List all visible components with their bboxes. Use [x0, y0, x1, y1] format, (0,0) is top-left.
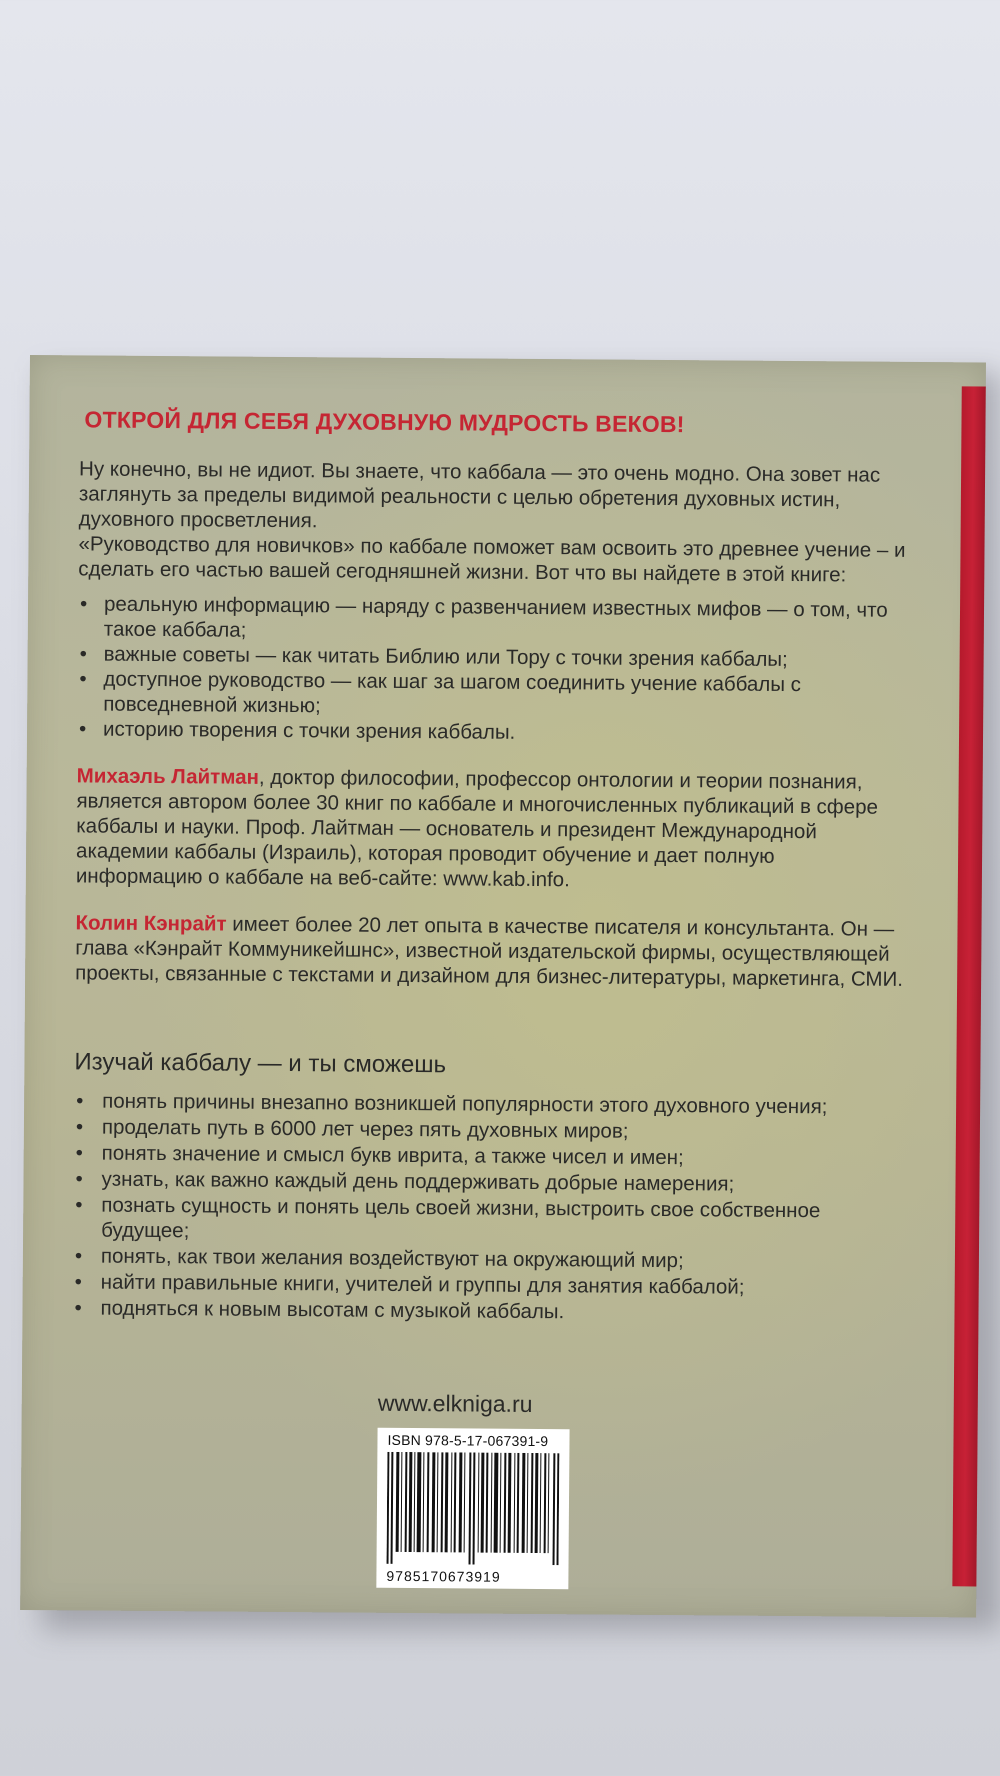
author-name-kenright: Колин Кэнрайт	[75, 911, 227, 936]
list-item: • историю творения с точки зрения каббалы.	[77, 716, 907, 748]
barcode-number: 9785170673919	[386, 1567, 501, 1585]
list-item: • понять, как твои желания воздействуют на окружающий мир;	[73, 1243, 903, 1275]
author-bio-kenright	[75, 910, 906, 992]
cover-text-block	[72, 407, 909, 1327]
list-item: • проделать путь в 6000 лет через пять духовных миров;	[74, 1114, 904, 1146]
list-item: • доступное руководство — как шаг за шагом соединить учение каббалы с повседневной жизнью;	[77, 666, 907, 723]
author-bio-text: , доктор философии, профессор онтологии и теории познания, является автором более 30 книг по каббале и многочисленных публикаций в сфере каббалы и науки. Проф. Лайтман — основатель и президент Международной академии каббалы (Израиль), которая проводит обучение и дает полную информацию о каббале на веб-сайте: www.kab.info.	[75, 765, 879, 892]
author-bio-text: имеет более 20 лет опыта в качестве писателя и консультанта. Он — глава «Кэнрайт Коммуникейшнс», известной издательской фирмы, осуществляющей проекты, связанные с текстами и дизайном для бизнес-литературы, маркетинга, СМИ.	[75, 912, 904, 991]
intro-paragraph: Ну конечно, вы не идиот. Вы знаете, что каббала — это очень модно. Она зовет нас заглянуть за пределы видимой реальности с целью обретения духовных истин, духовного просветления.	[78, 457, 881, 533]
book-contents-list	[77, 591, 908, 748]
author-bio-laitman	[76, 763, 907, 895]
intro-paragraph-2: «Руководство для новичков» по каббале поможет вам освоить это древнее учение – и сделать его частью вашей сегодняшней жизни. Вот что вы найдете в этой книге:	[78, 532, 906, 587]
publisher-website: www.elkniga.ru	[377, 1389, 533, 1417]
list-item: • познать сущность и понять цель своей жизни, выстроить свое собственное будущее;	[73, 1192, 903, 1249]
list-item: • найти правильные книги, учителей и группы для занятия каббалой;	[73, 1269, 903, 1301]
list-item: • понять причины внезапно возникшей популярности этого духовного учения;	[74, 1088, 904, 1120]
list-item: • реальную информацию — наряду с развенчанием известных мифов — о том, что такое каббала;	[78, 591, 908, 648]
benefits-list	[72, 1088, 904, 1327]
author-name-laitman: Михаэль Лайтман	[76, 764, 260, 789]
list-item: • важные советы — как читать Библию или Тору с точки зрения каббалы;	[78, 641, 908, 673]
barcode-icon	[387, 1452, 560, 1565]
barcode-label	[376, 1428, 569, 1590]
isbn-text: ISBN 978-5-17-067391-9	[387, 1431, 549, 1450]
list-item: • узнать, как важно каждый день поддерживать добрые намерения;	[73, 1166, 903, 1198]
book-back-cover	[20, 355, 986, 1617]
section-title: Изучай каббалу — и ты сможешь	[74, 1048, 447, 1079]
list-item: • понять значение и смысл букв иврита, а также чисел и имен;	[74, 1140, 904, 1172]
headline: ОТКРОЙ ДЛЯ СЕБЯ ДУХОВНУЮ МУДРОСТЬ ВЕКОВ!	[84, 406, 685, 438]
list-item: • подняться к новым высотам с музыкой каббалы.	[72, 1295, 902, 1327]
